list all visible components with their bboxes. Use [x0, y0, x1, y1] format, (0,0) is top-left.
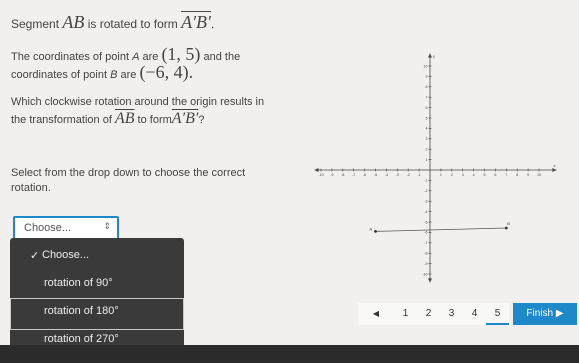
x-tick-label: -5 — [373, 173, 378, 177]
y-tick-label: -10 — [422, 272, 428, 277]
option-focus-box — [10, 298, 184, 330]
page-1-button[interactable]: 1 — [394, 303, 417, 325]
segment-image: A′B′ — [171, 110, 199, 127]
question-line-6: rotation. — [11, 182, 51, 194]
x-tick-label: -4 — [384, 173, 389, 177]
text: are — [117, 69, 140, 81]
coordinate-graph — [318, 32, 568, 277]
segment-line — [376, 228, 507, 231]
x-tick-label: -9 — [330, 173, 334, 177]
x-tick-label: -7 — [352, 173, 356, 177]
x-tick-label: -3 — [395, 173, 399, 177]
y-tick-label: -3 — [424, 199, 428, 204]
label-b-prime: B — [507, 221, 510, 227]
coord-b: (−6, 4). — [139, 62, 194, 82]
y-axis-arrow-up — [428, 54, 432, 58]
checkmark-icon: ✓ — [30, 250, 40, 262]
point-b: B — [110, 69, 118, 81]
y-tick-label: -2 — [424, 189, 428, 194]
x-axis-label: x — [553, 163, 556, 168]
question-title — [11, 12, 214, 33]
page-navigation — [358, 303, 578, 325]
x-tick-label: -6 — [362, 173, 367, 177]
x-tick-label: 9 — [527, 173, 530, 177]
question-line-4 — [11, 110, 204, 128]
image-segment — [370, 221, 511, 233]
question-line-2 — [11, 62, 193, 83]
option-label: rotation of 180° — [44, 305, 119, 317]
option-label: rotation of 270° — [44, 333, 119, 345]
title-text-mid: is rotated to form — [84, 17, 182, 31]
segment-ab: AB — [62, 12, 85, 32]
y-tick-label: 3 — [425, 137, 428, 142]
y-tick-label: -1 — [424, 178, 428, 183]
x-tick-label: 10 — [537, 173, 541, 177]
y-axis-arrow-down — [428, 278, 432, 282]
x-tick-label: -1 — [417, 173, 421, 177]
y-tick-label: 8 — [425, 85, 428, 90]
point-b-prime — [505, 227, 508, 230]
title-end: . — [210, 17, 215, 31]
dropdown-menu — [10, 238, 184, 350]
text: the transformation of — [11, 114, 115, 126]
label-a-prime: A — [369, 226, 373, 232]
y-tick-label: 6 — [425, 105, 428, 110]
graph-axes — [314, 54, 556, 283]
y-tick-label: 4 — [425, 126, 428, 131]
question-line-5: Select from the drop down to choose the correct — [11, 167, 246, 179]
page-3-button[interactable]: 3 — [440, 303, 463, 325]
text: and the — [200, 51, 241, 63]
coord-a: (1, 5) — [161, 44, 201, 64]
point-a-prime — [374, 230, 377, 233]
y-tick-label: 1 — [425, 157, 428, 162]
x-tick-label: -2 — [406, 173, 410, 177]
page-2-button[interactable]: 2 — [417, 303, 440, 325]
x-tick-label: 7 — [505, 173, 508, 177]
updown-chevron-icon: ⇕ — [103, 221, 111, 231]
page-4-button[interactable]: 4 — [463, 303, 486, 325]
y-tick-label: -8 — [424, 251, 428, 256]
option-rotation-180[interactable] — [10, 300, 184, 326]
y-tick-label: 2 — [425, 147, 428, 152]
text: coordinates of point — [11, 69, 111, 81]
x-axis-arrow-left — [314, 168, 318, 172]
x-tick-label: 4 — [472, 173, 475, 177]
y-tick-label: -9 — [424, 261, 428, 266]
y-axis-label: y — [433, 53, 435, 59]
x-tick-label: 1 — [439, 173, 442, 177]
text: to form — [134, 114, 172, 126]
finish-button[interactable]: Finish ▶ — [513, 303, 577, 325]
y-tick-label: 9 — [425, 74, 428, 79]
prev-page-button[interactable]: ◀ — [358, 303, 394, 325]
x-tick-label: 5 — [483, 173, 486, 177]
x-tick-label: 2 — [450, 173, 453, 177]
text: are — [139, 51, 162, 63]
x-tick-label: 6 — [494, 173, 497, 177]
page-5-button[interactable]: 5 — [486, 303, 509, 325]
y-tick-label: 5 — [425, 116, 428, 121]
question-line-3: Which clockwise rotation around the origin results in — [11, 96, 265, 108]
text: The coordinates of point — [11, 51, 133, 63]
option-label: rotation of 90° — [44, 277, 113, 289]
option-label: Choose... — [42, 249, 90, 261]
x-tick-label: 3 — [461, 173, 464, 177]
x-tick-label: 8 — [516, 173, 519, 177]
option-rotation-90[interactable] — [10, 272, 184, 298]
segment-image: A′B′ — [181, 12, 211, 32]
y-tick-label: -7 — [424, 241, 428, 246]
x-axis-arrow-right — [552, 168, 556, 172]
y-tick-label: -4 — [424, 209, 428, 214]
option-choose[interactable] — [10, 244, 184, 270]
title-text: Segment — [11, 17, 63, 31]
y-tick-label: 7 — [425, 95, 428, 100]
y-tick-label: -6 — [424, 230, 428, 235]
dropdown-value: Choose... — [24, 222, 72, 234]
x-tick-label: -8 — [341, 173, 345, 177]
segment-ab: $\overline{AB}$ — [114, 110, 135, 127]
x-tick-label: -10 — [318, 173, 324, 177]
bottom-bar — [0, 345, 579, 363]
y-tick-label: -5 — [424, 220, 428, 225]
point-a: A — [132, 51, 140, 63]
rotation-dropdown[interactable] — [13, 216, 119, 240]
text: ? — [198, 114, 205, 126]
y-tick-label: 10 — [423, 64, 428, 69]
